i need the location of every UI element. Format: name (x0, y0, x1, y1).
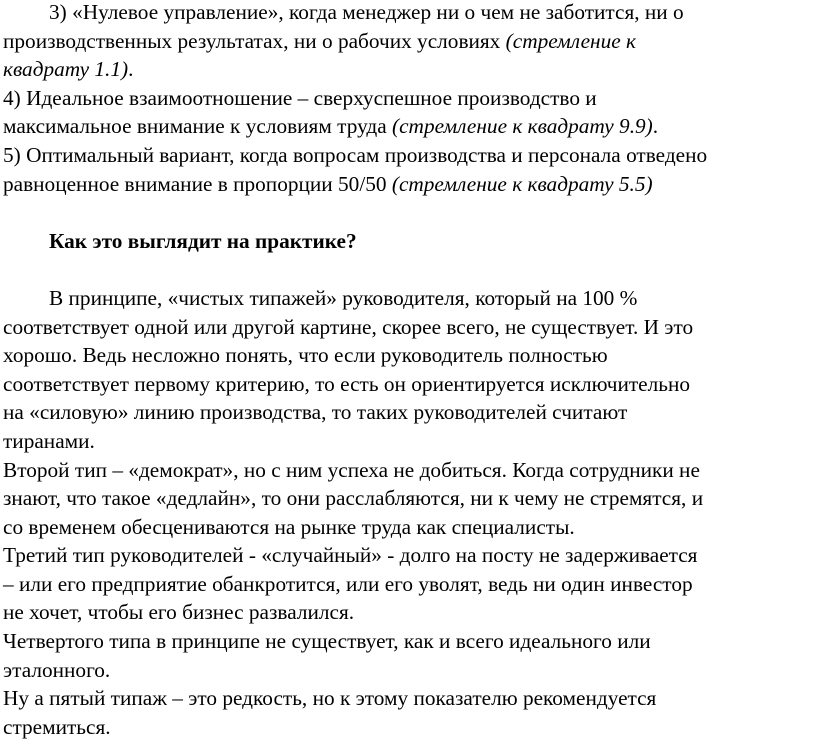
text-line: соответствует первому критерию, то есть он ориентируется исключительно (3, 371, 691, 396)
text-line: Третий тип руководителей - «случайный» - долго на посту не задерживается (3, 543, 698, 568)
text-line: на «силовую» линию производства, то таких руководителей считают (3, 400, 628, 425)
document-page (3, 0, 813, 741)
text-span: производственных результатах, ни о рабочих условиях (3, 28, 506, 53)
text-line: Четвертого типа в принципе не существует, как и всего идеального или (3, 629, 651, 654)
text-line: Ну а пятый типаж – это редкость, но к этому показателю рекомендуется (3, 686, 657, 711)
text-line: знают, что такое «дедлайн», то они расслабляются, ни к чему не стремятся, и (3, 486, 704, 511)
text-span: равноценное внимание в пропорции 50/50 (3, 171, 392, 196)
text-line: тиранами. (3, 428, 95, 453)
text-line (3, 27, 813, 56)
italic-note: (стремление к квадрату 5.5) (391, 171, 653, 196)
text-line: В принципе, «чистых типажей» руководителя, который на 100 % (49, 285, 638, 310)
text-line (3, 112, 813, 141)
text-line: стремиться. (3, 714, 111, 739)
text-span: . (128, 57, 134, 82)
paragraph-3 (3, 541, 813, 627)
paragraph-4 (3, 627, 813, 684)
text-line: эталонного. (3, 657, 111, 682)
paragraph-5 (3, 684, 813, 741)
list-item-4 (3, 84, 813, 141)
text-line: – или его предприятие обанкротится, или его уволят, ведь ни один инвестор (3, 571, 693, 596)
text-line (3, 55, 813, 84)
text-line: Второй тип – «демократ», но с ним успеха не добиться. Когда сотрудники не (3, 457, 700, 482)
text-line: не хочет, чтобы его бизнес развалился. (3, 600, 355, 625)
text-line: 3) «Нулевое управление», когда менеджер ни о чем не заботится, ни о (49, 0, 684, 24)
text-line: 4) Идеальное взаимоотношение – сверхуспешное производство и (3, 85, 597, 110)
list-item-5 (3, 141, 813, 198)
paragraph-1 (3, 284, 813, 456)
list-item-3 (3, 0, 813, 84)
text-span: . (652, 114, 659, 139)
text-line: соответствует одной или другой картине, скорее всего, не существует. И это (3, 314, 694, 339)
italic-note: квадрату 1.1) (3, 57, 129, 82)
italic-note: (стремление к квадрату 9.9) (392, 114, 653, 139)
text-line: хорошо. Ведь несложно понять, что если руководитель полностью (3, 343, 608, 368)
italic-note: (стремление к (505, 28, 636, 53)
blank-line (3, 198, 813, 227)
blank-line (3, 255, 813, 284)
text-span: максимальное внимание к условиям труда (3, 114, 393, 139)
text-line: со временем обесцениваются на рынке труда как специалисты. (3, 514, 575, 539)
text-line: 5) Оптимальный вариант, когда вопросам производства и персонала отведено (3, 142, 708, 167)
text-line (3, 170, 813, 199)
section-heading: Как это выглядит на практике? (49, 228, 357, 253)
paragraph-2 (3, 456, 813, 542)
